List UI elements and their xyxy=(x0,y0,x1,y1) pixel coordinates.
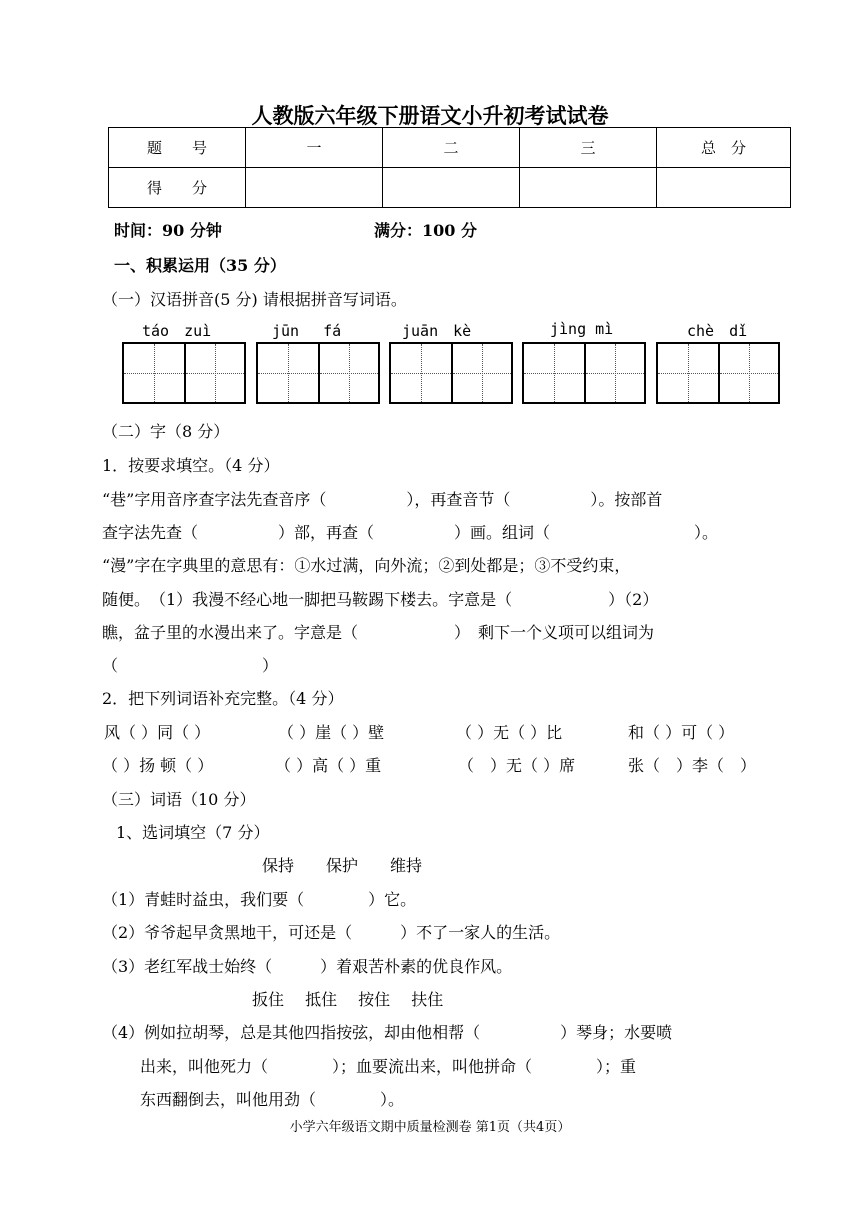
question-heading: 2．把下列词语补充完整。（4 分） xyxy=(102,689,344,708)
pinyin-label: táo zuì xyxy=(142,322,212,340)
fill-item: （1）青蛙时益虫，我们要（ ）它。 xyxy=(102,890,417,909)
header-cell: 三 xyxy=(520,128,657,168)
pinyin-label: jìng mì xyxy=(550,320,614,338)
grid-cell[interactable] xyxy=(124,344,184,402)
question-line: 查字法先查（ ）部，再查（ ）画。组词（ ）。 xyxy=(102,523,719,542)
header-cell: 一 xyxy=(246,128,383,168)
part-heading: （一）汉语拼音(5 分) 请根据拼音写词语。 xyxy=(102,290,407,309)
grid-cell[interactable] xyxy=(184,344,244,402)
fill-item: （4）例如拉胡琴，总是其他四指按弦，却由他相帮（ ）琴身；水要喷 xyxy=(102,1023,673,1042)
score-cell[interactable] xyxy=(657,168,791,208)
grid-cell[interactable] xyxy=(318,344,378,402)
idiom-item: （ ）无（ ）比 xyxy=(456,723,563,742)
question-line: 瞧，盆子里的水漫出来了。字意是（ ） 剩下一个义项可以组词为 xyxy=(102,623,655,642)
header-cell: 二 xyxy=(383,128,520,168)
idiom-item: 风（ ）同（ ） xyxy=(104,723,211,742)
question-line: “漫”字在字典里的意思有：①水过满，向外流；②到处都是；③不受约束， xyxy=(102,556,631,575)
score-cell[interactable] xyxy=(246,168,383,208)
pinyin-label: jūn fá xyxy=(272,322,342,340)
header-cell: 总 分 xyxy=(657,128,791,168)
idiom-item: （ ）高（ ）重 xyxy=(275,756,382,775)
page-footer: 小学六年级语文期中质量检测卷 第1页（共4页） xyxy=(289,1120,571,1135)
full-score: 满分：100 分 xyxy=(374,221,477,240)
character-grid[interactable] xyxy=(256,342,380,404)
grid-cell[interactable] xyxy=(391,344,451,402)
score-table-header-row xyxy=(109,128,791,168)
character-grid[interactable] xyxy=(122,342,246,404)
question-line: 随便。 （1）我漫不经心地一脚把马鞍踢下楼去。字意是（ ）（2） xyxy=(102,590,659,609)
pinyin-label: juān kè xyxy=(402,322,472,340)
idiom-item: （ ）崖（ ）壁 xyxy=(278,723,385,742)
page-title: 人教版六年级下册语文小升初考试试卷 xyxy=(251,103,609,128)
score-table xyxy=(108,127,791,208)
idiom-item: （ ）扬 顿（ ） xyxy=(102,756,214,775)
fill-item: （2）爷爷起早贪黑地干，可还是（ ）不了一家人的生活。 xyxy=(102,923,561,942)
question-heading: 1、选词填空（7 分） xyxy=(116,823,270,842)
score-cell[interactable] xyxy=(383,168,520,208)
part-heading: （二）字（8 分） xyxy=(102,422,230,441)
character-grid[interactable] xyxy=(656,342,780,404)
grid-cell[interactable] xyxy=(258,344,318,402)
idiom-item: （ ）无（ ）席 xyxy=(458,756,576,775)
word-options: 扳住 抵住 按住 扶住 xyxy=(252,990,444,1009)
exam-time: 时间：90 分钟 xyxy=(114,221,222,240)
grid-cell[interactable] xyxy=(718,344,778,402)
idiom-item: 张（ ）李（ ） xyxy=(628,756,757,775)
section-heading: 一、积累运用（35 分） xyxy=(114,256,286,275)
idiom-item: 和（ ）可（ ） xyxy=(628,723,735,742)
pinyin-label: chè dǐ xyxy=(687,322,748,340)
header-cell: 题 号 xyxy=(109,128,246,168)
character-grid[interactable] xyxy=(522,342,646,404)
fill-item-continued: 东西翻倒去，叫他用劲（ ）。 xyxy=(140,1090,405,1109)
grid-cell[interactable] xyxy=(584,344,644,402)
question-heading: 1．按要求填空。（4 分） xyxy=(102,456,280,475)
score-cell[interactable] xyxy=(520,168,657,208)
part-heading: （三）词语（10 分） xyxy=(102,790,256,809)
character-grid[interactable] xyxy=(389,342,513,404)
grid-cell[interactable] xyxy=(524,344,584,402)
fill-item: （3）老红军战士始终（ ）着艰苦朴素的优良作风。 xyxy=(102,957,513,976)
grid-cell[interactable] xyxy=(451,344,511,402)
score-label: 得 分 xyxy=(109,168,246,208)
question-line: “巷”字用音序查字法先查音序（ ），再查音节（ ）。按部首 xyxy=(102,490,663,509)
score-table-score-row xyxy=(109,168,791,208)
fill-item-continued: 出来，叫他死力（ ）；血要流出来，叫他拼命（ ）；重 xyxy=(140,1057,637,1076)
word-options: 保持 保护 维持 xyxy=(262,856,423,875)
question-line: （ ） xyxy=(102,656,279,675)
grid-cell[interactable] xyxy=(658,344,718,402)
